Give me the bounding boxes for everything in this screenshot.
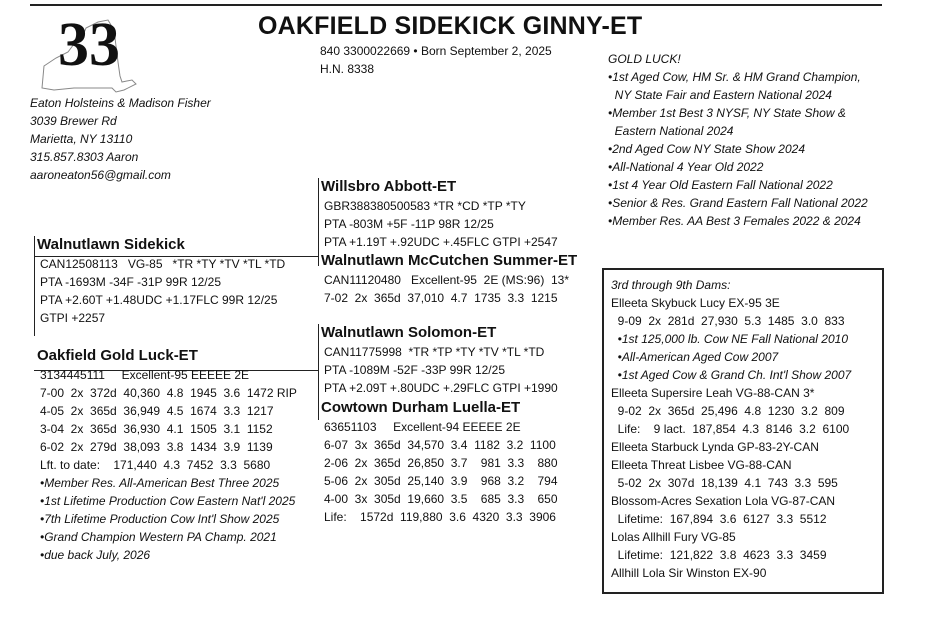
gold-luck-line: •1st Aged Cow, HM Sr. & HM Grand Champion, bbox=[608, 70, 861, 84]
dam-note: •Grand Champion Western PA Champ. 2021 bbox=[40, 530, 277, 544]
sire-dam-name: Walnutlawn McCutchen Summer-ET bbox=[321, 252, 578, 269]
ancestor-record: Life: 9 lact. 187,854 4.3 8146 3.2 6100 bbox=[611, 422, 850, 436]
dam-dam-line: 5-06 2x 305d 25,140 3.9 968 3.2 794 bbox=[324, 474, 558, 488]
dam-line: Lft. to date: 171,440 4.3 7452 3.3 5680 bbox=[40, 458, 271, 472]
dam-line: 6-02 2x 279d 38,093 3.8 1434 3.9 1139 bbox=[40, 440, 273, 454]
dam-note: •1st Lifetime Production Cow Eastern Nat'l 2025 bbox=[40, 494, 296, 508]
sire-name: Walnutlawn Sidekick bbox=[37, 236, 185, 253]
ancestor-dam: Elleeta Starbuck Lynda GP-83-2Y-CAN bbox=[611, 440, 819, 454]
dam-dam-line: Life: 1572d 119,880 3.6 4320 3.3 3906 bbox=[324, 510, 556, 524]
gold-luck-line: •Senior & Res. Grand Eastern Fall National 2022 bbox=[608, 196, 868, 210]
gold-luck-line: Eastern National 2024 bbox=[608, 124, 734, 138]
herd-number: H.N. 8338 bbox=[320, 62, 375, 76]
sire-dam-line: 7-02 2x 365d 37,010 4.7 1735 3.3 1215 bbox=[324, 291, 558, 305]
dam-sire-name: Walnutlawn Solomon-ET bbox=[321, 324, 497, 341]
ancestor-note: •1st 125,000 lb. Cow NE Fall National 2010 bbox=[611, 332, 848, 346]
gold-luck-line: NY State Fair and Eastern National 2024 bbox=[608, 88, 832, 102]
sire-sire-details bbox=[324, 197, 558, 251]
gold-luck-line: •Member Res. AA Best 3 Females 2022 & 2024 bbox=[608, 214, 861, 228]
sire-line: PTA -1693M -34F -31P 99R 12/25 bbox=[40, 275, 221, 289]
dam-dam-records bbox=[324, 418, 558, 526]
page-title: OAKFIELD SIDEKICK GINNY-ET bbox=[258, 12, 643, 40]
top-rule bbox=[30, 4, 882, 6]
gold-luck-line: •2nd Aged Cow NY State Show 2024 bbox=[608, 142, 805, 156]
extended-dams-box bbox=[602, 268, 884, 594]
ancestor-note: •All-American Aged Cow 2007 bbox=[611, 350, 779, 364]
dam-line: 7-00 2x 372d 40,360 4.8 1945 3.6 1472 RIP bbox=[40, 386, 297, 400]
lot-number: 33 bbox=[58, 11, 120, 79]
consignor-line: Eaton Holsteins & Madison Fisher bbox=[30, 96, 211, 110]
sire-sire-line: GBR388380500583 *TR *CD *TP *TY bbox=[324, 199, 526, 213]
ancestor-dam: Elleeta Supersire Leah VG-88-CAN 3* bbox=[611, 386, 815, 400]
extended-dams-heading: 3rd through 9th Dams: bbox=[611, 278, 731, 292]
consignor-line: 315.857.8303 Aaron bbox=[30, 150, 139, 164]
dam-records bbox=[40, 366, 297, 474]
dam-note: •7th Lifetime Production Cow Int'l Show 2025 bbox=[40, 512, 280, 526]
ancestor-dam: Allhill Lola Sir Winston EX-90 bbox=[611, 566, 767, 580]
gold-luck-line: •Member 1st Best 3 NYSF, NY State Show & bbox=[608, 106, 846, 120]
sire-dam-details bbox=[324, 271, 569, 307]
gold-luck-line: •1st 4 Year Old Eastern Fall National 2022 bbox=[608, 178, 833, 192]
ancestor-record: 5-02 2x 307d 18,139 4.1 743 3.3 595 bbox=[611, 476, 838, 490]
sire-sire-line: PTA +1.19T +.92UDC +.45FLC GTPI +2547 bbox=[324, 235, 558, 249]
ancestor-record: Lifetime: 121,822 3.8 4623 3.3 3459 bbox=[611, 548, 827, 562]
pedigree-line bbox=[318, 324, 319, 420]
consignor-line: Marietta, NY 13110 bbox=[30, 132, 133, 146]
dam-note: •Member Res. All-American Best Three 2025 bbox=[40, 476, 280, 490]
gold-luck-line: •All-National 4 Year Old 2022 bbox=[608, 160, 764, 174]
ancestor-record: 9-02 2x 365d 25,496 4.8 1230 3.2 809 bbox=[611, 404, 845, 418]
sire-line: PTA +2.60T +1.48UDC +1.17FLC 99R 12/25 bbox=[40, 293, 278, 307]
dam-dam-line: 2-06 2x 365d 26,850 3.7 981 3.3 880 bbox=[324, 456, 558, 470]
ancestor-dam: Lolas Allhill Fury VG-85 bbox=[611, 530, 736, 544]
dam-note: •due back July, 2026 bbox=[40, 548, 151, 562]
dam-name: Oakfield Gold Luck-ET bbox=[37, 347, 198, 364]
ancestor-dam: Elleeta Skybuck Lucy EX-95 3E bbox=[611, 296, 780, 310]
sire-sire-name: Willsbro Abbott-ET bbox=[321, 178, 457, 195]
dam-sire-line: PTA +2.09T +.80UDC +.29FLC GTPI +1990 bbox=[324, 381, 558, 395]
dam-sire-line: PTA -1089M -52F -33P 99R 12/25 bbox=[324, 363, 505, 377]
ancestor-record: 9-09 2x 281d 27,930 5.3 1485 3.0 833 bbox=[611, 314, 845, 328]
ancestor-dam: Elleeta Threat Lisbee VG-88-CAN bbox=[611, 458, 792, 472]
dam-dam-line: 6-07 3x 365d 34,570 3.4 1182 3.2 1100 bbox=[324, 438, 556, 452]
extended-dams-list bbox=[611, 276, 851, 582]
pedigree-line bbox=[34, 236, 35, 336]
dam-dam-name: Cowtown Durham Luella-ET bbox=[321, 399, 521, 416]
dam-line: 3-04 2x 365d 36,930 4.1 1505 3.1 1152 bbox=[40, 422, 273, 436]
sire-dam-line: CAN11120480 Excellent-95 2E (MS:96) 13* bbox=[324, 273, 570, 287]
pedigree-line bbox=[318, 178, 319, 266]
dam-sire-line: CAN11775998 *TR *TP *TY *TV *TL *TD bbox=[324, 345, 545, 359]
sire-line: GTPI +2257 bbox=[40, 311, 106, 325]
consignor-email: aaroneaton56@gmail.com bbox=[30, 168, 171, 182]
consignor-line: 3039 Brewer Rd bbox=[30, 114, 117, 128]
ancestor-record: Lifetime: 167,894 3.6 6127 3.3 5512 bbox=[611, 512, 827, 526]
ancestor-dam: Blossom-Acres Sexation Lola VG-87-CAN bbox=[611, 494, 836, 508]
dam-notes bbox=[40, 474, 295, 564]
ancestor-note: •1st Aged Cow & Grand Ch. Int'l Show 2007 bbox=[611, 368, 852, 382]
consignor-block bbox=[30, 94, 211, 184]
dam-dam-line: 63651103 Excellent-94 EEEEE 2E bbox=[324, 420, 521, 434]
sire-details bbox=[40, 255, 285, 327]
sire-line: CAN12508113 VG-85 *TR *TY *TV *TL *TD bbox=[40, 257, 286, 271]
dam-line: 3134445111 Excellent-95 EEEEE 2E bbox=[40, 368, 250, 382]
dam-sire-details bbox=[324, 343, 558, 397]
dam-dam-line: 4-00 3x 305d 19,660 3.5 685 3.3 650 bbox=[324, 492, 558, 506]
gold-luck-block bbox=[608, 50, 868, 230]
registration-line: 840 3300022669 • Born September 2, 2025 bbox=[320, 44, 552, 58]
sire-sire-line: PTA -803M +5F -11P 98R 12/25 bbox=[324, 217, 494, 231]
gold-luck-heading: GOLD LUCK! bbox=[608, 52, 681, 66]
dam-line: 4-05 2x 365d 36,949 4.5 1674 3.3 1217 bbox=[40, 404, 274, 418]
